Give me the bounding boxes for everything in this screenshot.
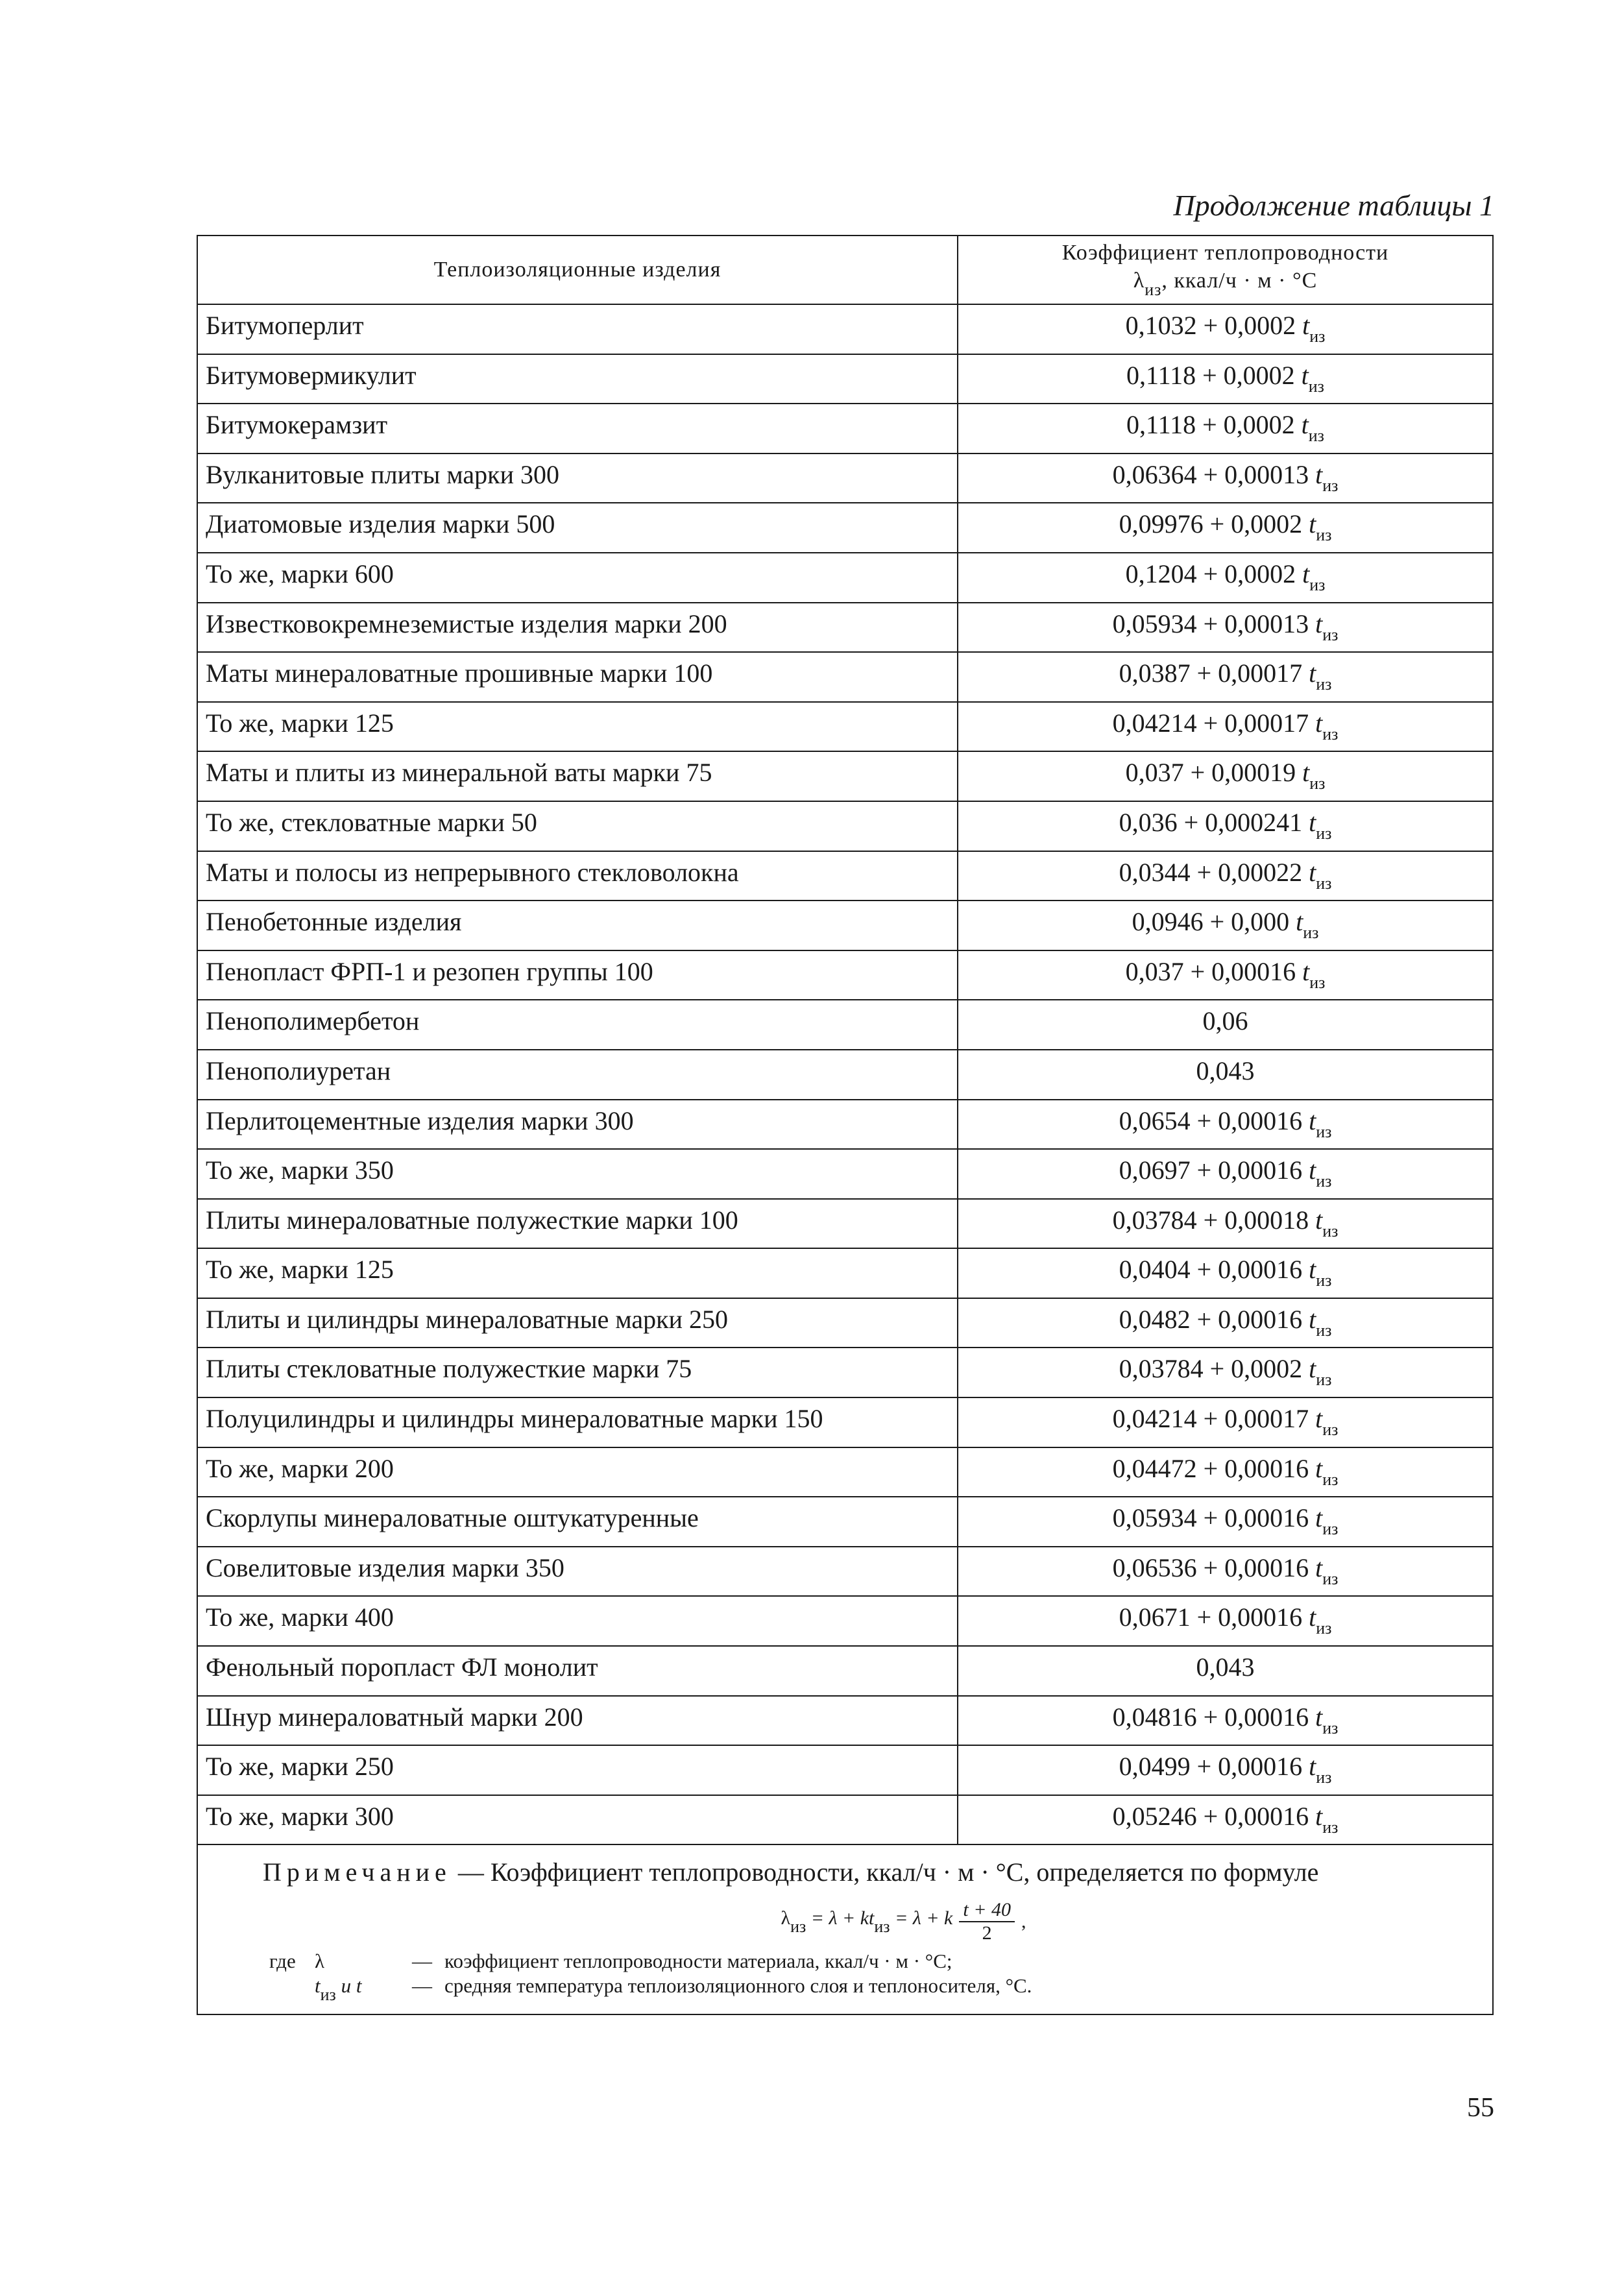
table-row (197, 1596, 1493, 1646)
formula (328, 1899, 1479, 1944)
product-name: Перлитоцементные изделия марки 300 (197, 1100, 958, 1150)
header-coefficient (958, 236, 1493, 304)
product-name: То же, марки 250 (197, 1745, 958, 1795)
value-text: 0,06 (1202, 1006, 1248, 1036)
value-text: 0,0671 + 0,00016 (1119, 1602, 1309, 1632)
product-name: Совелитовые изделия марки 350 (197, 1547, 958, 1597)
product-name: Плиты минераловатные полужесткие марки 100 (197, 1199, 958, 1249)
temperature-symbol: t (1302, 758, 1310, 788)
value-text: 0,04214 + 0,00017 (1112, 708, 1316, 738)
temperature-subscript: из (1316, 1122, 1332, 1141)
temperature-symbol: t (1309, 1155, 1316, 1185)
product-name: Диатомовые изделия марки 500 (197, 503, 958, 553)
temperature-symbol: t (1302, 559, 1310, 588)
where2-symbol: $t_{из}$ и t (315, 1974, 362, 2005)
table-row (197, 1447, 1493, 1497)
table-row (197, 404, 1493, 453)
temperature-symbol: t (1315, 708, 1323, 738)
conductivity-value (958, 1596, 1493, 1646)
value-text: 0,05246 + 0,00016 (1112, 1801, 1316, 1831)
conductivity-value (958, 1348, 1493, 1397)
conductivity-value (958, 1447, 1493, 1497)
value-text: 0,0946 + 0,000 (1132, 907, 1296, 937)
temperature-subscript: из (1322, 1718, 1339, 1737)
fraction-numerator: t + 40 (959, 1899, 1015, 1922)
product-name: Полуцилиндры и цилиндры минераловатные марки 150 (197, 1397, 958, 1447)
value-text: 0,043 (1196, 1056, 1255, 1085)
temperature-subscript: из (1316, 1768, 1332, 1787)
temperature-symbol: t (1309, 509, 1316, 539)
where-label: где (269, 1950, 296, 1973)
where2-text: средняя температура теплоизоляционного слоя и теплоносителя, °С. (444, 1974, 1032, 1998)
table-row (197, 1696, 1493, 1746)
conductivity-value (958, 1696, 1493, 1746)
table-row (197, 1298, 1493, 1348)
formula-lambda-sub: из (790, 1916, 806, 1936)
note-label: Примечание (263, 1857, 452, 1887)
formula-fraction (959, 1899, 1015, 1944)
temperature-subscript: из (1322, 1519, 1339, 1539)
conductivity-value (958, 801, 1493, 851)
value-text: 0,043 (1196, 1652, 1255, 1682)
product-name: Вулканитовые плиты марки 300 (197, 453, 958, 503)
product-name: То же, марки 125 (197, 702, 958, 752)
conductivity-value (958, 304, 1493, 354)
value-text: 0,0654 + 0,00016 (1119, 1106, 1309, 1135)
conductivity-value (958, 702, 1493, 752)
table-row (197, 1497, 1493, 1547)
conductivity-value (958, 453, 1493, 503)
table-row (197, 553, 1493, 603)
product-name: То же, стекловатные марки 50 (197, 801, 958, 851)
note-row (197, 1844, 1493, 2014)
temperature-subscript: из (1308, 426, 1324, 446)
where1-symbol: λ (315, 1950, 325, 1973)
conductivity-value (958, 553, 1493, 603)
value-text: 0,03784 + 0,00018 (1112, 1205, 1316, 1235)
conductivity-value (958, 1199, 1493, 1249)
temperature-symbol: t (1309, 659, 1316, 688)
temperature-subscript: из (1316, 1320, 1332, 1340)
header-coefficient-line1: Коэффициент теплопроводности (1061, 241, 1389, 265)
temperature-subscript: из (1322, 625, 1339, 644)
temperature-subscript: из (1309, 774, 1326, 793)
value-text: 0,05934 + 0,00013 (1112, 609, 1316, 638)
value-text: 0,06364 + 0,00013 (1112, 459, 1316, 489)
temperature-symbol: t (1309, 1255, 1316, 1285)
temperature-symbol: t (1301, 410, 1309, 440)
table-row (197, 1199, 1493, 1249)
conductivity-value (958, 901, 1493, 950)
product-name: То же, марки 300 (197, 1795, 958, 1845)
conductivity-value (958, 1050, 1493, 1100)
value-text: 0,0697 + 0,00016 (1119, 1155, 1309, 1185)
temperature-subscript: из (1303, 923, 1319, 943)
value-text: 0,0499 + 0,00016 (1119, 1752, 1309, 1782)
table-row (197, 1397, 1493, 1447)
conductivity-value (958, 1795, 1493, 1845)
temperature-symbol: t (1309, 1752, 1316, 1782)
product-name: То же, марки 350 (197, 1149, 958, 1199)
temperature-symbol: t (1309, 1354, 1316, 1384)
page-number: 55 (1467, 2093, 1494, 2123)
temperature-subscript: из (1316, 823, 1332, 843)
conductivity-value (958, 404, 1493, 453)
header-lambda-sub: из (1145, 280, 1162, 299)
header-products: Теплоизоляционные изделия (197, 236, 958, 304)
value-text: 0,037 + 0,00016 (1125, 956, 1303, 986)
value-text: 0,036 + 0,000241 (1119, 807, 1309, 837)
temperature-subscript: из (1316, 1370, 1332, 1390)
table-header-row (197, 236, 1493, 304)
table-row (197, 1547, 1493, 1597)
value-text: 0,1204 + 0,0002 (1125, 559, 1303, 588)
conductivity-value (958, 1248, 1493, 1298)
conductivity-value (958, 1497, 1493, 1547)
temperature-subscript: из (1322, 1469, 1339, 1489)
temperature-symbol: t (1315, 1453, 1323, 1483)
table-row (197, 503, 1493, 553)
product-name: Плиты и цилиндры минераловатные марки 250 (197, 1298, 958, 1348)
conductivity-value (958, 354, 1493, 404)
fraction-denominator: 2 (982, 1922, 992, 1944)
table-row (197, 1100, 1493, 1150)
temperature-symbol: t (1315, 1205, 1323, 1235)
temperature-symbol: t (1302, 311, 1310, 340)
product-name: Маты и плиты из минеральной ваты марки 75 (197, 751, 958, 801)
temperature-subscript: из (1309, 973, 1326, 992)
temperature-subscript: из (1322, 1569, 1339, 1588)
note-line (211, 1857, 1479, 1887)
product-name: То же, марки 400 (197, 1596, 958, 1646)
value-text: 0,037 + 0,00019 (1125, 758, 1303, 788)
table-row (197, 652, 1493, 702)
table-row (197, 603, 1493, 653)
product-name: Пенополимербетон (197, 1000, 958, 1050)
table-row (197, 901, 1493, 950)
temperature-symbol: t (1301, 360, 1309, 390)
temperature-symbol: t (1315, 1503, 1323, 1533)
temperature-symbol: t (1315, 1702, 1323, 1732)
value-text: 0,05934 + 0,00016 (1112, 1503, 1316, 1533)
conductivity-table (197, 235, 1494, 2015)
conductivity-value (958, 652, 1493, 702)
table-row (197, 1745, 1493, 1795)
value-text: 0,0344 + 0,00022 (1119, 857, 1309, 887)
table-row (197, 1149, 1493, 1199)
product-name: То же, марки 600 (197, 553, 958, 603)
product-name: Фенольный поропласт ФЛ монолит (197, 1646, 958, 1696)
temperature-subscript: из (1322, 1221, 1339, 1240)
where2-dash: — (412, 1974, 432, 1998)
table-row (197, 1248, 1493, 1298)
temperature-symbol: t (1315, 1801, 1323, 1831)
where1-text: коэффициент теплопроводности материала, ккал/ч · м · °С; (444, 1950, 952, 1973)
table-row (197, 453, 1493, 503)
value-text: 0,0404 + 0,00016 (1119, 1255, 1309, 1285)
temperature-symbol: t (1309, 1304, 1316, 1334)
table-caption: Продолжение таблицы 1 (1173, 189, 1494, 222)
formula-mid-sub: из (874, 1916, 890, 1936)
temperature-subscript: из (1322, 1420, 1339, 1440)
value-text: 0,1118 + 0,0002 (1126, 410, 1302, 440)
temperature-symbol: t (1302, 956, 1310, 986)
where-legend (211, 1950, 1479, 2005)
value-text: 0,06536 + 0,00016 (1112, 1553, 1316, 1582)
temperature-subscript: из (1316, 526, 1332, 545)
product-name: Плиты стекловатные полужесткие марки 75 (197, 1348, 958, 1397)
table-row (197, 851, 1493, 901)
product-name: То же, марки 200 (197, 1447, 958, 1497)
value-text: 0,0482 + 0,00016 (1119, 1304, 1309, 1334)
temperature-symbol: t (1315, 1553, 1323, 1582)
table-row (197, 950, 1493, 1000)
temperature-symbol: t (1315, 609, 1323, 638)
temperature-subscript: из (1316, 873, 1332, 893)
table-row (197, 1646, 1493, 1696)
conductivity-value (958, 751, 1493, 801)
table-row (197, 702, 1493, 752)
value-text: 0,1118 + 0,0002 (1126, 360, 1302, 390)
table-row (197, 1348, 1493, 1397)
product-name: Шнур минераловатный марки 200 (197, 1696, 958, 1746)
product-name: Известковокремнеземистые изделия марки 200 (197, 603, 958, 653)
conductivity-value (958, 851, 1493, 901)
product-name: Битумоперлит (197, 304, 958, 354)
product-name: Битумокерамзит (197, 404, 958, 453)
conductivity-value (958, 1149, 1493, 1199)
conductivity-value (958, 603, 1493, 653)
conductivity-value (958, 950, 1493, 1000)
product-name: Пенобетонные изделия (197, 901, 958, 950)
product-name: Маты минераловатные прошивные марки 100 (197, 652, 958, 702)
temperature-symbol: t (1309, 857, 1316, 887)
conductivity-value (958, 503, 1493, 553)
formula-end: , (1021, 1911, 1026, 1933)
note-text: — Коэффициент теплопроводности, ккал/ч · м · °С, определяется по формуле (451, 1857, 1319, 1887)
temperature-symbol: t (1315, 459, 1323, 489)
formula-mid: = λ + kt (806, 1907, 875, 1929)
value-text: 0,03784 + 0,0002 (1119, 1354, 1309, 1384)
value-text: 0,04472 + 0,00016 (1112, 1453, 1316, 1483)
value-text: 0,09976 + 0,0002 (1119, 509, 1309, 539)
product-name: Маты и полосы из непрерывного стекловолокна (197, 851, 958, 901)
table-row (197, 751, 1493, 801)
table-row (197, 1795, 1493, 1845)
value-text: 0,04816 + 0,00016 (1112, 1702, 1316, 1732)
conductivity-value (958, 1547, 1493, 1597)
formula-lambda: λ (781, 1907, 791, 1929)
value-text: 0,0387 + 0,00017 (1119, 659, 1309, 688)
temperature-subscript: из (1316, 675, 1332, 694)
temperature-subscript: из (1322, 476, 1339, 495)
temperature-subscript: из (1322, 1817, 1339, 1837)
product-name: То же, марки 125 (197, 1248, 958, 1298)
header-units: , ккал/ч · м · °С (1161, 268, 1318, 293)
conductivity-value (958, 1000, 1493, 1050)
value-text: 0,1032 + 0,0002 (1125, 311, 1303, 340)
note-cell (197, 1844, 1493, 2014)
product-name: Пенополиуретан (197, 1050, 958, 1100)
table-row (197, 1000, 1493, 1050)
temperature-subscript: из (1322, 724, 1339, 744)
temperature-subscript: из (1309, 575, 1326, 594)
table-row (197, 354, 1493, 404)
conductivity-value (958, 1100, 1493, 1150)
temperature-subscript: из (1309, 327, 1326, 346)
formula-right: = λ + k (890, 1907, 953, 1929)
temperature-symbol: t (1309, 1602, 1316, 1632)
temperature-subscript: из (1316, 1619, 1332, 1638)
conductivity-value (958, 1745, 1493, 1795)
temperature-subscript: из (1316, 1271, 1332, 1290)
product-name: Пенопласт ФРП-1 и резопен группы 100 (197, 950, 958, 1000)
header-lambda: λ (1133, 268, 1145, 293)
product-name: Битумовермикулит (197, 354, 958, 404)
temperature-symbol: t (1315, 1404, 1323, 1434)
value-text: 0,04214 + 0,00017 (1112, 1404, 1316, 1434)
table-row (197, 1050, 1493, 1100)
temperature-symbol: t (1309, 1106, 1316, 1135)
conductivity-value (958, 1298, 1493, 1348)
table-row (197, 304, 1493, 354)
temperature-symbol: t (1309, 807, 1316, 837)
where1-dash: — (412, 1950, 432, 1973)
temperature-symbol: t (1296, 907, 1303, 937)
product-name: Скорлупы минераловатные оштукатуренные (197, 1497, 958, 1547)
conductivity-value (958, 1646, 1493, 1696)
conductivity-value (958, 1397, 1493, 1447)
temperature-subscript: из (1308, 376, 1324, 396)
temperature-subscript: из (1316, 1172, 1332, 1191)
table-row (197, 801, 1493, 851)
